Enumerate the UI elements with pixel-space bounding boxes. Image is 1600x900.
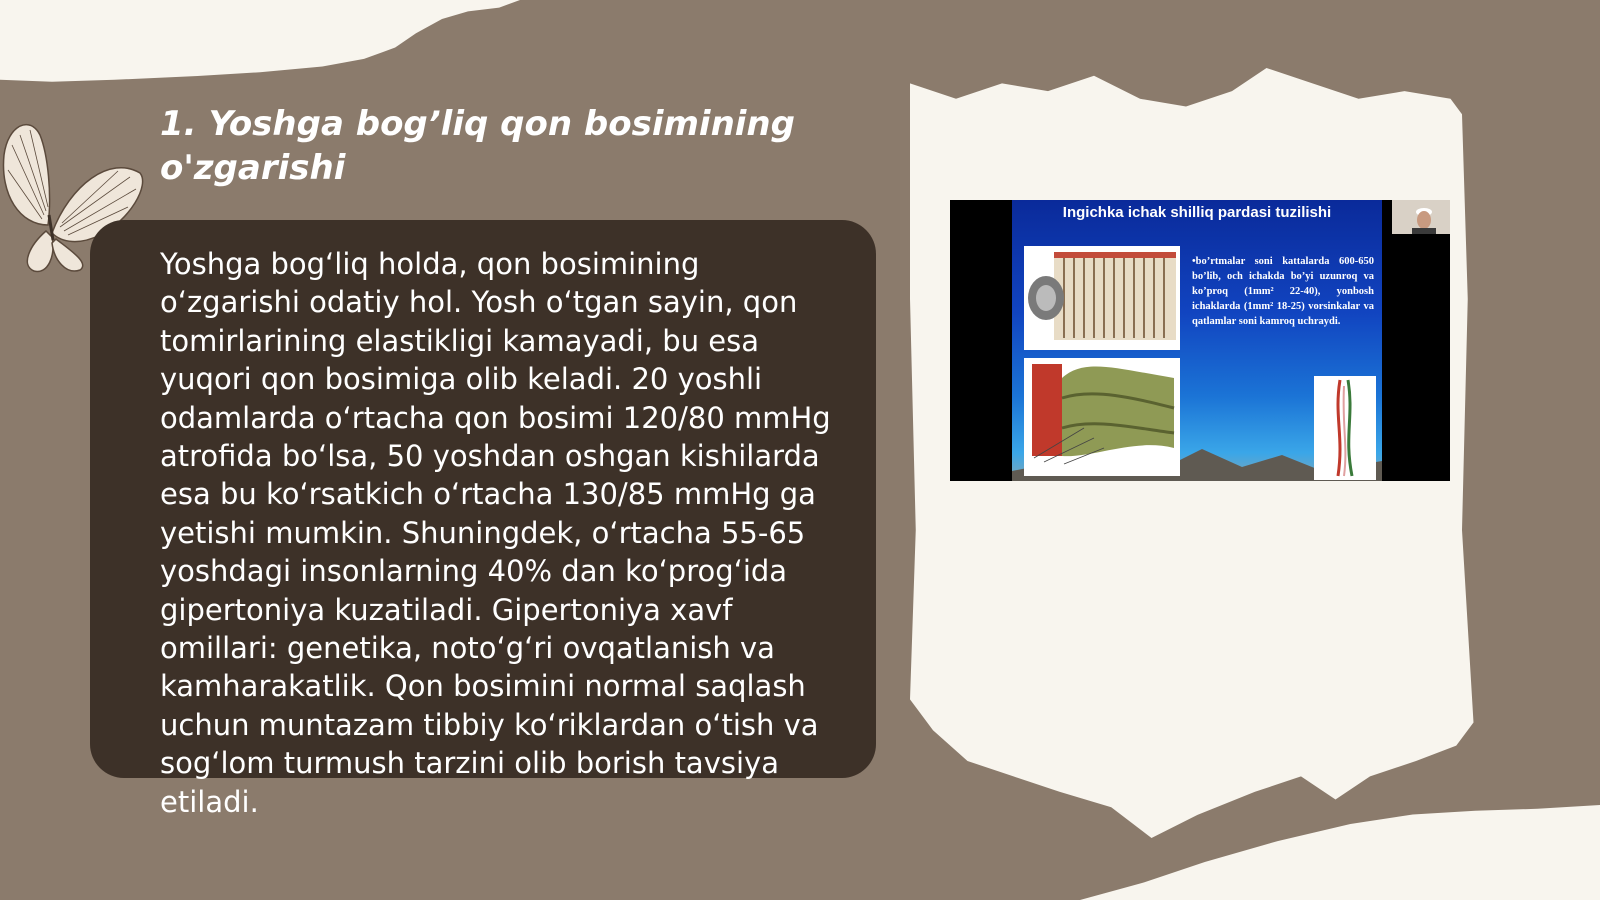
title-number: 1. <box>160 104 197 144</box>
slide-title <box>160 102 800 190</box>
title-text: Yoshga bog’liq qon bosimining o'zgarishi <box>160 104 795 188</box>
lecture-slide-text: •bo’rtmalar soni kattalarda 600-650 bo’lib, och ichakda bo’yi uzunroq va ko’proq (1mm² 22-40), yonbosh ichaklarda (1mm² 18-25) vorsinkalar va qatlamlar soni kamroq uchraydi. <box>1192 256 1374 327</box>
torn-paper-top <box>0 0 520 95</box>
lecture-slide <box>1012 200 1382 481</box>
villi-illustration <box>1024 246 1180 350</box>
lecture-screenshot <box>950 200 1450 481</box>
lecture-slide-title: Ingichka ichak shilliq pardasi tuzilishi <box>1062 204 1332 221</box>
body-paragraph: Yoshga bog‘liq holda, qon bosimining o‘zgarishi odatiy hol. Yosh o‘tgan sayin, qon tomirlarining elastikligi kamayadi, bu esa yuqori qon bosimiga olib keladi. 20 yoshli odamlarda o‘rtacha qon bosimi 120/80 mmHg atrofida bo‘lsa, 50 yoshdan oshgan kishilarda esa bu ko‘rsatkich o‘rtacha 130/85 mmHg ga yetishi mumkin. Shuningdek, o‘rtacha 55-65 yoshdagi insonlarning 40% dan ko‘prog‘ida gipertoniya kuzatiladi. Gipertoniya xavf omillari: genetika, noto‘g‘ri ovqatlanish va kamharakatlik. Qon bosimini normal saqlash uchun muntazam tibbiy ko‘riklardan o‘tish va sog‘lom turmush tarzini olib borish tavsiya etiladi. <box>160 247 831 819</box>
vessel-illustration <box>1314 376 1376 480</box>
presenter-webcam <box>1392 200 1450 234</box>
mucosa-illustration <box>1024 358 1180 476</box>
